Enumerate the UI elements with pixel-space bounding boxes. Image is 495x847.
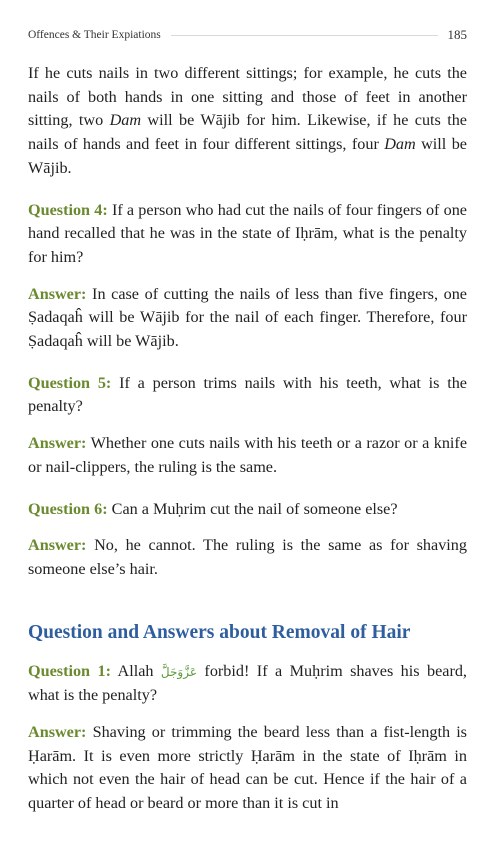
question-label: Question 1: [28,661,111,680]
paragraph-sittings [28,62,467,181]
running-title: Offences & Their Expiations [28,29,161,41]
question-label: Question 6: [28,499,108,518]
question-label: Question 4: [28,200,108,219]
page-number: 185 [447,27,467,42]
question-6 [28,498,467,522]
section-heading: Question and Answers about Removal of Hair [28,621,411,643]
emphasis-term: Dam [384,135,416,154]
question-text: If a person trims nails with his teeth, what is the penalty? [28,373,467,416]
question-4 [28,199,467,270]
answer-5 [28,432,467,479]
answer-4 [28,283,467,354]
answer-text: In case of cutting the nails of less than five fingers, one Ṣadaqaĥ will be Wājib for the nail of each finger. Therefore, four Ṣadaqaĥ will be Wājib. [28,284,467,351]
paragraph-text: will be Wājib. [28,135,467,177]
paragraph-text: If he cuts nails in two different sittings; for example, he cuts the nails of both hands in one sitting and those of feet in another sitting, two [28,64,467,130]
emphasis-term: Dam [109,111,142,130]
question-text: Can a Muḥrim cut the nail of someone else? [107,499,398,518]
page-header [28,26,467,44]
question-text: Allah [110,661,161,680]
page-body [28,62,467,816]
question-5 [28,372,467,419]
answer-text: No, he cannot. The ruling is the same as for shaving someone else’s hair. [28,536,467,578]
question-text: If a person who had cut the nails of four fingers of one hand recalled that he was in the state of Iḥrām, what is the penalty for him? [28,200,467,266]
hair-answer-1 [28,721,467,816]
header-rule [171,35,438,36]
hair-question-1 [28,660,467,708]
paragraph-text: will be Wājib for him. Likewise, if he cuts the nails of hands and feet in four different sittings, four [28,111,467,154]
answer-6 [28,534,467,581]
answer-label: Answer: [28,434,87,453]
arabic-honorific: عَزَّوَجَلَّ [160,664,197,679]
answer-label: Answer: [28,723,87,742]
answer-label: Answer: [28,536,87,555]
answer-label: Answer: [28,284,87,303]
answer-text: Shaving or trimming the beard less than a fist-length is Ḥarām. It is even more strictly Ḥarām in the state of Iḥrām in which not even the hair of head can be cut. Hence if the hair of a quarter of head or beard or more than it is cut in [28,723,467,813]
question-text: forbid! If a Muḥrim shaves his beard, what is the penalty? [28,661,467,705]
answer-text: Whether one cuts nails with his teeth or a razor or a knife or nail-clippers, the ruling is the same. [28,434,467,476]
question-label: Question 5: [28,373,112,392]
